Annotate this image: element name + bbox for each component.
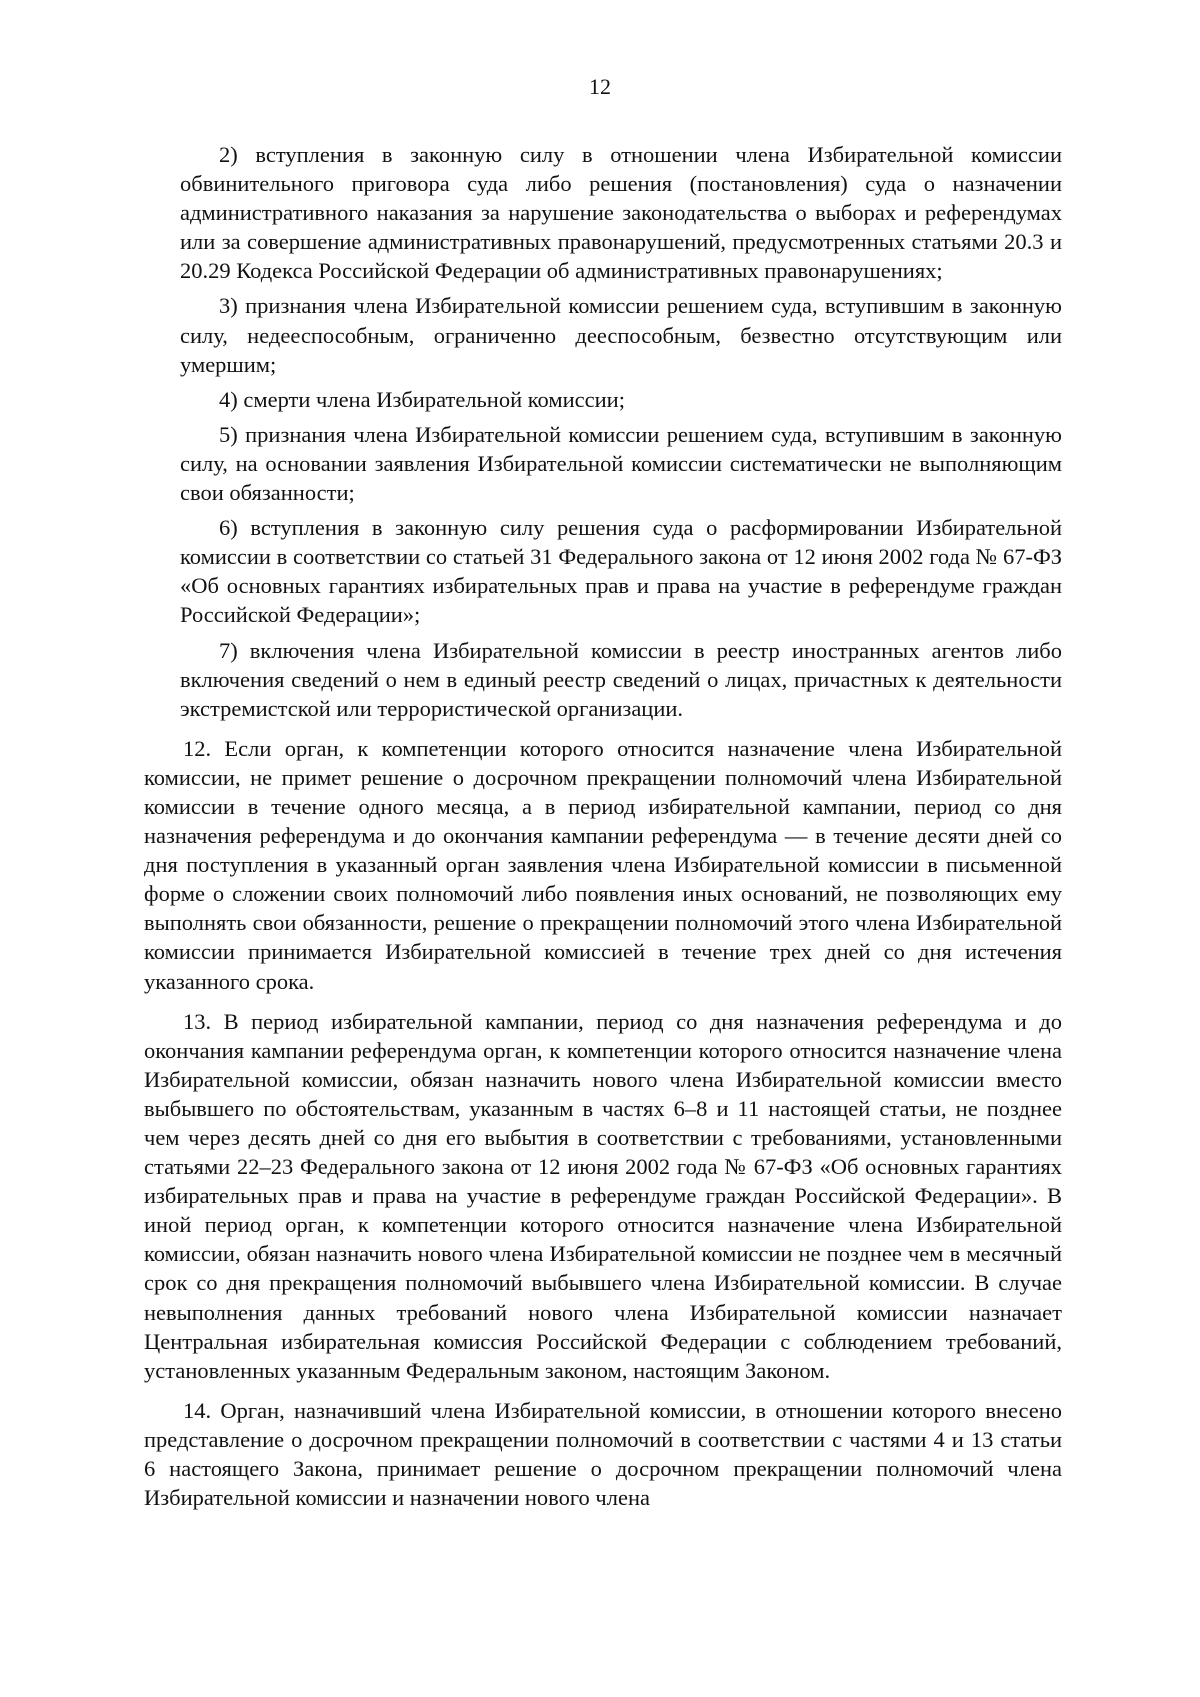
item-12-text: 12. Если орган, к компетенции которого относится назначение члена Избирательной комиссии, не примет решение о досрочном прекращении полномочий члена Избирательной комиссии в течение одного месяца, а в период избирательной кампании, период со дня назначения референдума и до окончания кампании референдума — в течение десяти дней со дня поступления в указанный орган заявления члена Избирательной комиссии в письменной форме о сложении своих полномочий либо появления иных оснований, не позволяющих ему выполнять свои обязанности, решение о прекращении полномочий этого члена Избирательной комиссии принимается Избирательной комиссией в течение трех дней со дня истечения указанного срока. xyxy=(144,735,1062,994)
subitem-6: 6) вступления в законную силу решения суда о расформировании Избирательной комиссии в соответствии со статьей 31 Федерального закона от 12 июня 2002 года № 67-ФЗ «Об основных гарантиях избирательных прав и права на участие в референдуме граждан Российской Федерации»; xyxy=(180,515,1062,628)
item-14 xyxy=(144,1396,1062,1512)
subitem-3: 3) признания члена Избирательной комиссии решением суда, вступившим в законную силу, недееспособным, ограниченно дееспособным, безвестно отсутствующим или умершим; xyxy=(180,293,1062,377)
subitem-7: 7) включения члена Избирательной комиссии в реестр иностранных агентов либо включения сведений о нем в единый реестр сведений о лицах, причастных к деятельности экстремистской или террористической организации. xyxy=(180,637,1062,721)
item-12 xyxy=(144,734,1062,996)
item-13 xyxy=(144,1007,1062,1385)
subitem-5: 5) признания члена Избирательной комиссии решением суда, вступившим в законную силу, на основании заявления Избирательной комиссии систематически не выполняющим свои обязанности; xyxy=(180,421,1062,506)
page-number: 12 xyxy=(589,74,611,99)
subitem-list xyxy=(180,140,1062,723)
item-13-text: 13. В период избирательной кампании, период со дня назначения референдума и до окончания кампании референдума орган, к компетенции которого относится назначение члена Избирательной комиссии, обязан назначить нового члена Избирательной комиссии вместо выбывшего по обстоятельствам, указанным в частях 6–8 и 11 настоящей статьи, не позднее чем через десять дней со дня его выбытия в соответствии с требованиями, установленными статьями 22–23 Федерального закона от 12 июня 2002 года № 67-ФЗ «Об основных гарантиях избирательных прав и права на участие в референдуме граждан Российской Федерации». В иной период орган, к компетенции которого относится назначение члена Избирательной комиссии, обязан назначить нового члена Избирательной комиссии не позднее чем в месячный срок со дня прекращения полномочий выбывшего члена Избирательной комиссии. В случае невыполнения данных требований нового члена Избирательной комиссии назначает Центральная избирательная комиссия Российской Федерации с соблюдением требований, установленных указанным Федеральным законом, настоящим Законом. xyxy=(144,1008,1062,1383)
subitem-2: 2) вступления в законную силу в отношении члена Избирательной комиссии обвинительного приговора суда либо решения (постановления) суда о назначении административного наказания за нарушение законодательства о выборах и референдумах или за совершение административных правонарушений, предусмотренных статьями 20.3 и 20.29 Кодекса Российской Федерации об административных правонарушениях; xyxy=(180,142,1062,284)
subitem-4: 4) смерти члена Избирательной комиссии; xyxy=(219,386,625,412)
document-body xyxy=(144,140,1062,1523)
item-14-text: 14. Орган, назначивший члена Избирательной комиссии, в отношении которого внесено представление о досрочном прекращении полномочий в соответствии с частями 4 и 13 статьи 6 настоящего Закона, принимает решение о досрочном прекращении полномочий члена Избирательной комиссии и назначении нового члена xyxy=(144,1397,1062,1511)
